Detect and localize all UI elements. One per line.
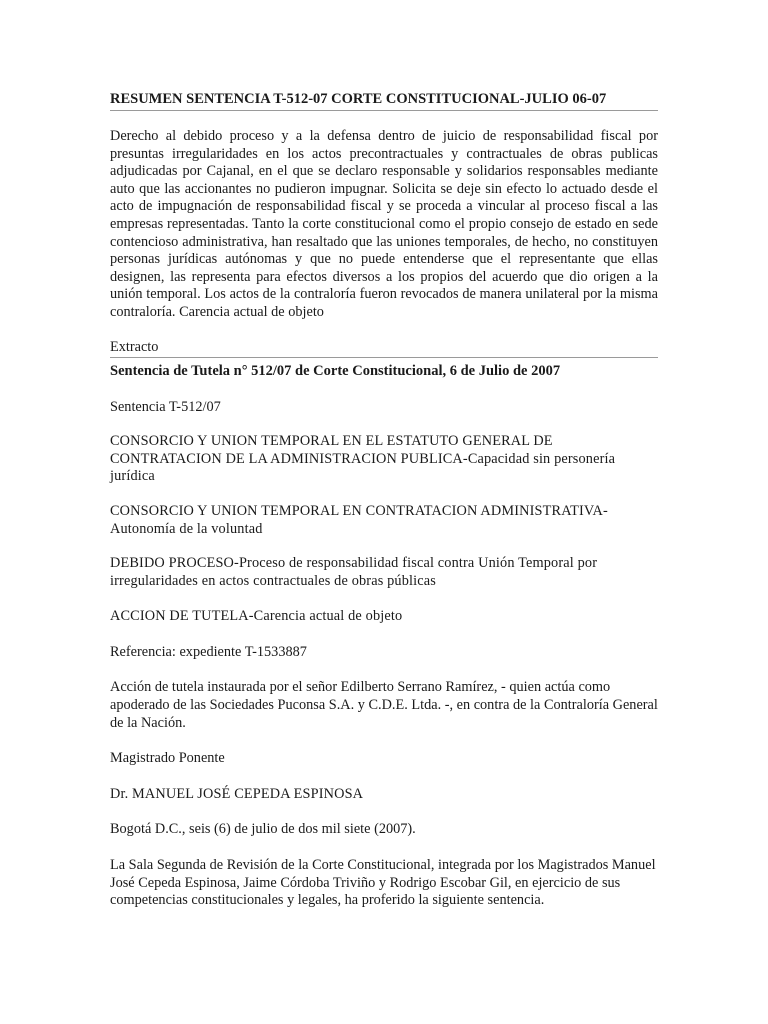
closing-paragraph: La Sala Segunda de Revisión de la Corte Constitucional, integrada por los Magistrados Manuel José Cepeda Espinosa, Jaime Córdoba Triviño y Rodrigo Escobar Gil, en ejercicio de sus competencias constitucionales y legales, ha proferido la siguiente sentencia. bbox=[110, 857, 656, 909]
summary-paragraph: Derecho al debido proceso y a la defensa dentro de juicio de responsabilidad fiscal por presuntas irregularidades en los actos precontractuales y contractuales de obras publicas adjudicadas por Cajanal, en el que se declaro responsable y solidarios responsables mediante auto que las accionantes no pudieron impugnar. Solicita se deje sin efecto lo actuado desde el acto de impugnación de responsabilidad fiscal y se proceda a vincular al proceso fiscal a las empresas representadas. Tanto la corte constitucional como el propio consejo de estado en sede contencioso administrativa, han resaltado que las uniones temporales, de hecho, no constituyen personas jurídicas autónomas y que no puede entenderse que el representante que ellas designen, las representa para efectos diversos a los propios del acuerdo que dio origen a la unión temporal. Los actos de la contraloría fueron revocados de manera unilateral por la misma contraloría. Carencia actual de objeto bbox=[110, 128, 658, 320]
document-page bbox=[110, 90, 658, 910]
extract-label: Extracto bbox=[110, 339, 658, 358]
magistrate-name: Dr. MANUEL JOSÉ CEPEDA ESPINOSA bbox=[110, 785, 364, 802]
document-title: RESUMEN SENTENCIA T-512-07 CORTE CONSTITUCIONAL-JULIO 06-07 bbox=[110, 90, 658, 111]
topic-debido-proceso: DEBIDO PROCESO-Proceso de responsabilidad fiscal contra Unión Temporal por irregularidades en actos contractuales de obras públicas bbox=[110, 555, 598, 589]
case-reference: Referencia: expediente T-1533887 bbox=[110, 643, 307, 660]
topic-consorcio-estatuto: CONSORCIO Y UNION TEMPORAL EN EL ESTATUTO GENERAL DE CONTRATACION DE LA ADMINISTRACION PUBLICA-Capacidad sin personería jurídica bbox=[110, 433, 616, 485]
topic-consorcio-contratacion: CONSORCIO Y UNION TEMPORAL EN CONTRATACION ADMINISTRATIVA-Autonomía de la voluntad bbox=[110, 502, 608, 537]
action-paragraph: Acción de tutela instaurada por el señor Edilberto Serrano Ramírez, - quien actúa como apoderado de las Sociedades Puconsa S.A. y C.D.E. Ltda. -, en contra de la Contraloría General de la Nación. bbox=[110, 679, 658, 731]
date-line: Bogotá D.C., seis (6) de julio de dos mil siete (2007). bbox=[110, 821, 416, 838]
magistrate-label: Magistrado Ponente bbox=[110, 750, 225, 767]
sentence-reference: Sentencia T-512/07 bbox=[110, 398, 221, 415]
sentence-subtitle: Sentencia de Tutela n° 512/07 de Corte Constitucional, 6 de Julio de 2007 bbox=[110, 362, 561, 379]
topic-accion-tutela: ACCION DE TUTELA-Carencia actual de objeto bbox=[110, 608, 403, 625]
